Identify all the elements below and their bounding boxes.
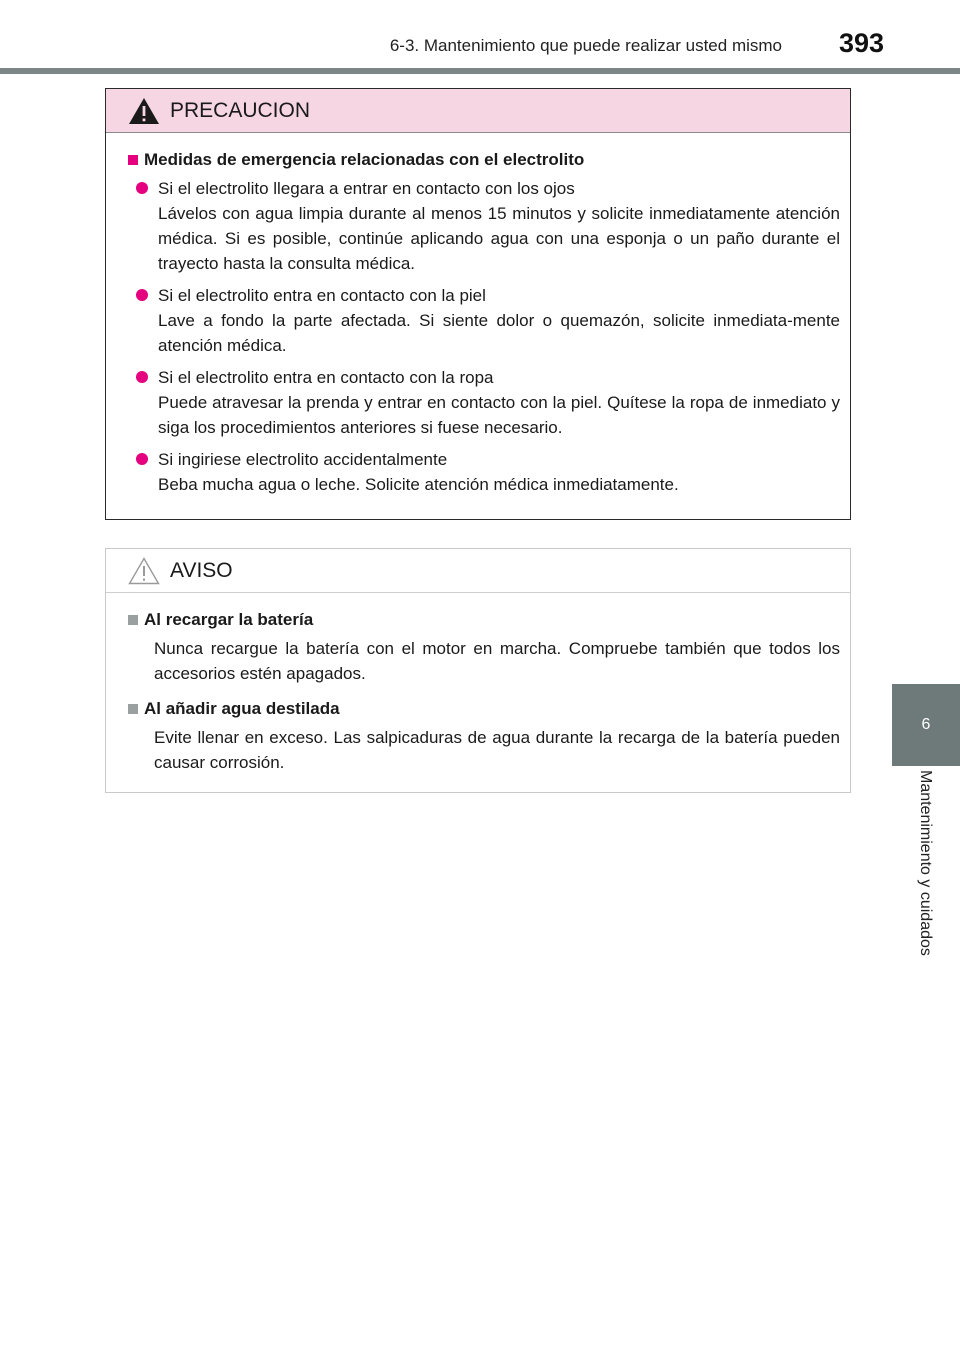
caution-point-eyes [136, 176, 840, 276]
warning-triangle-outline-icon [128, 556, 160, 586]
page-number: 393 [838, 28, 884, 58]
warning-triangle-icon [128, 96, 160, 126]
notice-box [105, 548, 851, 793]
square-bullet-icon [128, 155, 138, 165]
caution-point-skin [136, 283, 840, 358]
point-body: Beba mucha agua o leche. Solicite atención médica inmediatamente. [158, 475, 679, 494]
point-heading: Si ingiriese electrolito accidentalmente [158, 450, 448, 469]
square-bullet-icon [128, 704, 138, 714]
caution-body [106, 133, 850, 497]
point-heading: Si el electrolito entra en contacto con la ropa [158, 368, 494, 387]
caution-point-ingestion [136, 447, 840, 497]
circle-bullet-icon [136, 289, 148, 301]
chapter-tab [892, 684, 960, 766]
caution-title: PRECAUCION [170, 98, 311, 122]
header-rule [0, 68, 960, 74]
caution-item-title-text: Medidas de emergencia relacionadas con el electrolito [144, 150, 585, 169]
notice-title: AVISO [170, 558, 233, 582]
notice-item-title-text: Al añadir agua destilada [144, 699, 340, 718]
notice-item-body: Nunca recargue la batería con el motor en marcha. Compruebe también que todos los accesorios estén apagados. [154, 639, 840, 683]
caution-box [105, 88, 851, 520]
section-title: 6-3. Mantenimiento que puede realizar usted mismo [389, 36, 782, 55]
point-heading: Si el electrolito entra en contacto con la piel [158, 286, 486, 305]
notice-header [106, 549, 850, 593]
circle-bullet-icon [136, 182, 148, 194]
notice-item-title [128, 696, 840, 721]
notice-item-body: Evite llenar en exceso. Las salpicaduras de agua durante la recarga de la batería pueden causar corrosión. [154, 728, 840, 772]
chapter-title: Mantenimiento y cuidados [917, 770, 934, 956]
notice-item-title [128, 607, 840, 632]
chapter-number: 6 [921, 716, 931, 733]
point-heading: Si el electrolito llegara a entrar en contacto con los ojos [158, 179, 575, 198]
point-body: Puede atravesar la prenda y entrar en contacto con la piel. Quítese la ropa de inmediato y siga los procedimientos anteriores si fuese necesario. [158, 393, 840, 437]
square-bullet-icon [128, 615, 138, 625]
caution-item-title [128, 147, 840, 172]
circle-bullet-icon [136, 371, 148, 383]
point-body: Lave a fondo la parte afectada. Si siente dolor o quemazón, solicite inmediata-mente atención médica. [158, 311, 840, 355]
circle-bullet-icon [136, 453, 148, 465]
page-header [0, 0, 960, 76]
caution-header [106, 89, 850, 133]
notice-item-title-text: Al recargar la batería [144, 610, 314, 629]
point-body: Lávelos con agua limpia durante al menos 15 minutos y solicite inmediatamente atención médica. Si es posible, continúe aplicando agua con una esponja o un paño durante el trayecto hasta la consulta médica. [158, 204, 840, 273]
caution-point-clothes [136, 365, 840, 440]
notice-body [106, 593, 850, 775]
